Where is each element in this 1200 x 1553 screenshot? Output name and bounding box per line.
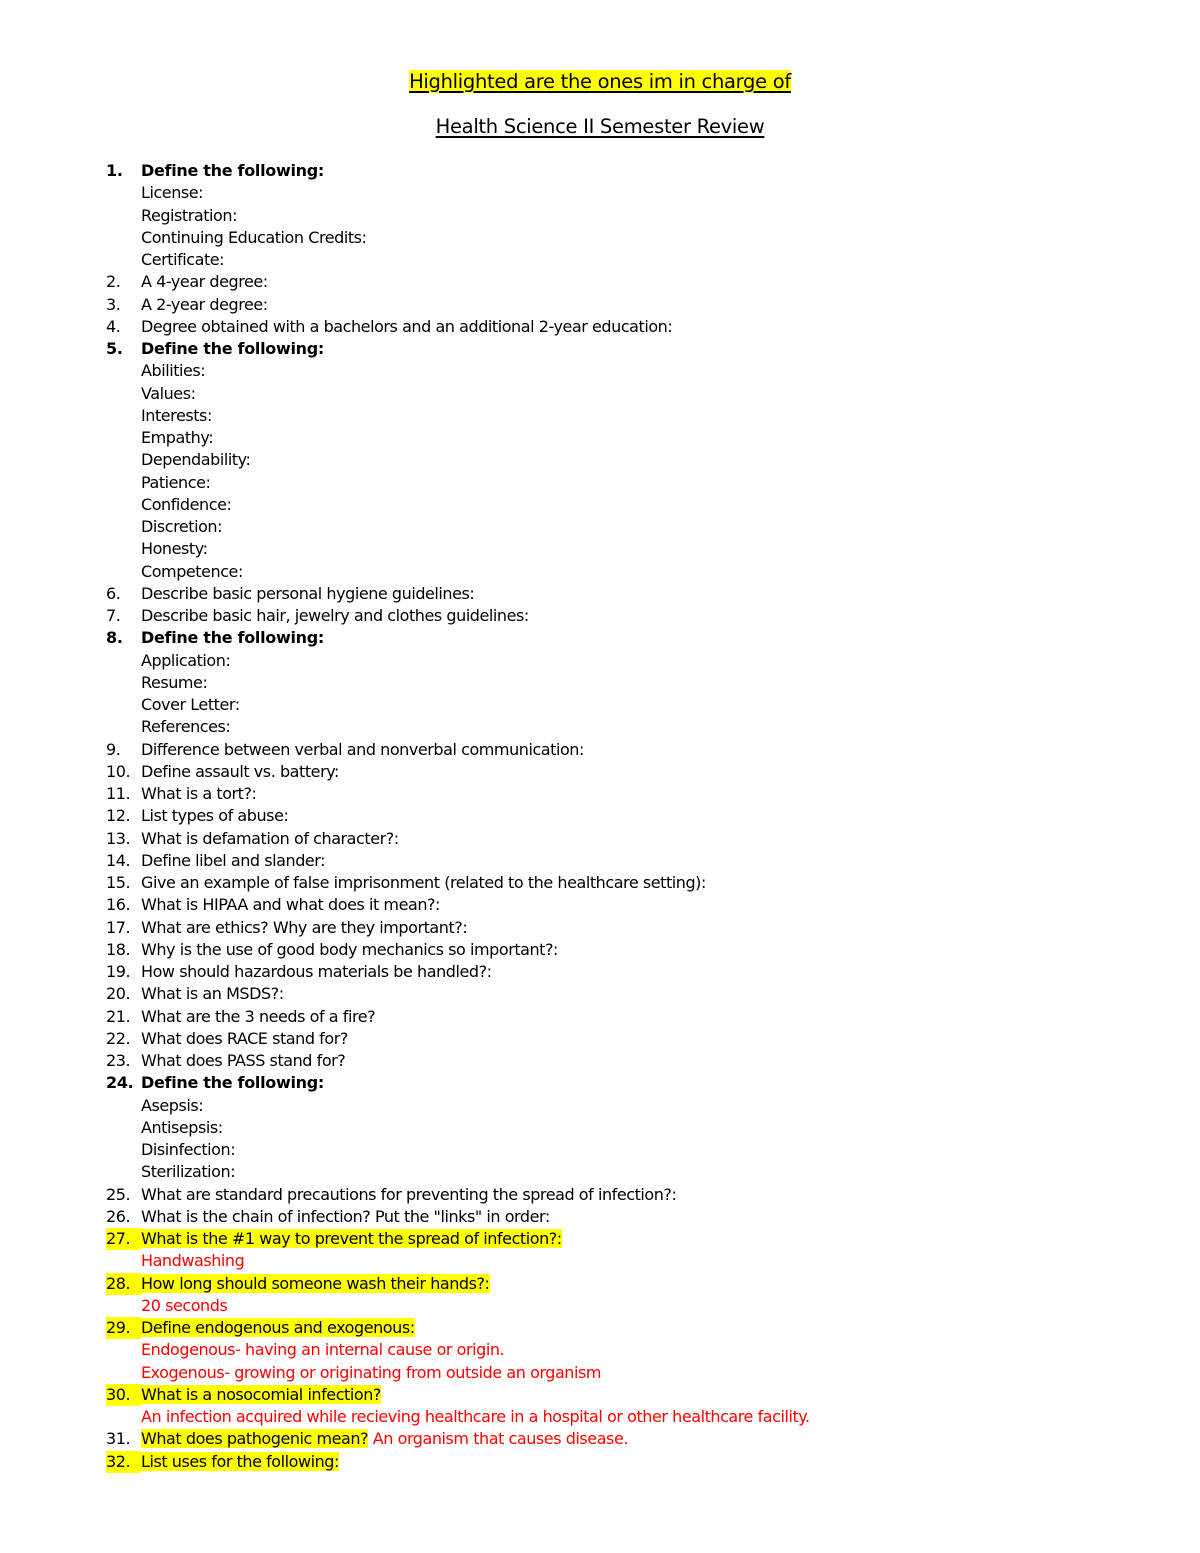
question-label: What is a tort?: <box>141 784 257 803</box>
sub-item <box>0 1117 1200 1139</box>
question-text <box>141 1050 345 1072</box>
sub-item-label: Interests: <box>141 405 212 425</box>
question-item <box>0 894 1200 916</box>
question-number: 13. <box>106 828 131 848</box>
answer-text: 20 seconds <box>141 1295 228 1315</box>
question-item <box>0 271 1200 293</box>
question-item <box>0 605 1200 627</box>
question-text <box>141 294 268 316</box>
question-number: 25. <box>106 1184 131 1204</box>
question-label: List uses for the following: <box>141 1451 339 1471</box>
question-text <box>141 783 256 805</box>
sub-item <box>0 538 1200 560</box>
sub-item <box>0 1095 1200 1117</box>
question-number: 27. <box>106 1228 141 1250</box>
question-number: 5. <box>106 339 123 358</box>
question-text <box>141 917 467 939</box>
sub-item-label: License: <box>141 183 204 203</box>
question-number: 29. <box>106 1317 141 1339</box>
sub-item <box>0 182 1200 204</box>
question-label: Define assault vs. battery: <box>141 761 339 781</box>
question-label: Define the following: <box>141 339 324 358</box>
answer-line <box>0 1250 1200 1272</box>
sub-item <box>0 1139 1200 1161</box>
sub-item-label: Registration: <box>141 205 238 225</box>
question-item <box>0 983 1200 1005</box>
sub-item <box>0 561 1200 583</box>
question-text <box>141 605 529 627</box>
question-label: Difference between verbal and nonverbal communication: <box>141 739 584 759</box>
question-item <box>0 939 1200 961</box>
sub-item-label: Abilities: <box>141 361 206 381</box>
question-label: List types of abuse: <box>141 806 289 826</box>
question-label: What does pathogenic mean? <box>141 1429 369 1449</box>
sub-item-label: Discretion: <box>141 517 223 536</box>
sub-item-label: Values: <box>141 383 196 403</box>
page-title-text: Health Science II Semester Review <box>435 115 765 138</box>
sub-item <box>0 694 1200 716</box>
question-number: 18. <box>106 939 131 959</box>
answer-text: An infection acquired while recieving healthcare in a hospital or other healthcare facility. <box>141 1407 810 1426</box>
sub-item-label: Continuing Education Credits: <box>141 227 367 247</box>
question-label: Define endogenous and exogenous: <box>141 1318 415 1337</box>
review-question-list <box>0 160 1200 1473</box>
question-number: 28. <box>106 1273 141 1295</box>
question-text <box>141 850 325 872</box>
question-label: A 2-year degree: <box>141 294 268 314</box>
question-number: 31. <box>106 1429 131 1449</box>
answer-line <box>0 1406 1200 1428</box>
question-text <box>141 1384 381 1406</box>
question-text <box>141 1273 490 1295</box>
question-label: Define the following: <box>141 1073 324 1093</box>
question-text <box>141 1428 628 1450</box>
question-text <box>141 338 324 360</box>
question-number: 6. <box>106 583 121 603</box>
question-label: What is a nosocomial infection? <box>141 1384 381 1404</box>
question-label: Describe basic hair, jewelry and clothes guidelines: <box>141 606 529 625</box>
question-number: 15. <box>106 873 131 892</box>
sub-item <box>0 650 1200 672</box>
question-number: 24. <box>106 1073 134 1093</box>
question-item <box>0 828 1200 850</box>
question-label: What is defamation of character?: <box>141 828 399 848</box>
sub-item-label: Competence: <box>141 561 243 581</box>
question-item <box>0 805 1200 827</box>
sub-item-label: Cover Letter: <box>141 695 240 714</box>
question-label: What is an MSDS?: <box>141 984 284 1004</box>
question-text <box>141 872 706 894</box>
sub-item-label: References: <box>141 717 231 737</box>
question-number: 10. <box>106 761 131 781</box>
sub-item <box>0 227 1200 249</box>
sub-item-label: Dependability: <box>141 450 251 470</box>
question-label: Give an example of false imprisonment (related to the healthcare setting): <box>141 873 706 892</box>
question-text <box>141 1184 676 1206</box>
question-item <box>0 1050 1200 1072</box>
question-item <box>0 338 1200 360</box>
question-text <box>141 1006 375 1028</box>
question-number: 26. <box>106 1206 131 1226</box>
question-item <box>0 739 1200 761</box>
question-label: What is the #1 way to prevent the spread of infection?: <box>141 1229 562 1248</box>
sub-item <box>0 405 1200 427</box>
question-item <box>0 1273 1200 1295</box>
sub-item-label: Application: <box>141 650 231 670</box>
question-item <box>0 1184 1200 1206</box>
sub-item <box>0 449 1200 471</box>
question-item <box>0 917 1200 939</box>
question-number: 22. <box>106 1028 131 1048</box>
question-text <box>141 983 284 1005</box>
question-item <box>0 1384 1200 1406</box>
answer-line <box>0 1362 1200 1384</box>
question-item <box>0 1428 1200 1450</box>
answer-text: An organism that causes disease. <box>372 1429 628 1449</box>
question-text <box>141 271 268 293</box>
question-number: 23. <box>106 1051 131 1070</box>
question-label: Define libel and slander: <box>141 850 326 870</box>
question-number: 21. <box>106 1006 131 1026</box>
answer-text: Handwashing <box>141 1251 245 1271</box>
question-label: Degree obtained with a bachelors and an additional 2-year education: <box>141 316 673 336</box>
question-number: 9. <box>106 739 121 759</box>
question-number: 2. <box>106 272 121 292</box>
question-item <box>0 1228 1200 1250</box>
question-text <box>141 1028 348 1050</box>
sub-item <box>0 427 1200 449</box>
question-label: What are ethics? Why are they important?: <box>141 917 468 937</box>
question-label: How should hazardous materials be handled?: <box>141 962 492 981</box>
sub-item-label: Confidence: <box>141 494 232 514</box>
sub-item <box>0 205 1200 227</box>
page-title <box>0 113 1200 141</box>
question-item <box>0 627 1200 649</box>
question-text <box>141 583 474 605</box>
question-number: 8. <box>106 628 123 648</box>
highlight-note <box>0 68 1200 96</box>
sub-item <box>0 383 1200 405</box>
question-text <box>141 1206 550 1228</box>
question-text <box>141 828 399 850</box>
question-label: How long should someone wash their hands?: <box>141 1273 490 1293</box>
question-text <box>141 1072 324 1094</box>
sub-item-label: Patience: <box>141 472 211 492</box>
sub-item <box>0 516 1200 538</box>
question-number: 32. <box>106 1451 141 1473</box>
question-text <box>141 1317 415 1339</box>
question-item <box>0 783 1200 805</box>
question-text <box>141 627 324 649</box>
sub-item-label: Asepsis: <box>141 1095 204 1115</box>
question-label: Why is the use of good body mechanics so important?: <box>141 939 558 959</box>
question-text <box>141 961 492 983</box>
question-text <box>141 316 672 338</box>
question-item <box>0 1028 1200 1050</box>
question-item <box>0 160 1200 182</box>
sub-item <box>0 472 1200 494</box>
sub-item-label: Empathy: <box>141 428 214 447</box>
question-item <box>0 850 1200 872</box>
question-number: 1. <box>106 161 123 180</box>
sub-item <box>0 716 1200 738</box>
question-number: 17. <box>106 917 131 937</box>
sub-item <box>0 494 1200 516</box>
question-item <box>0 1317 1200 1339</box>
question-label: What does PASS stand for? <box>141 1051 346 1070</box>
question-label: Define the following: <box>141 628 324 648</box>
question-label: What is HIPAA and what does it mean?: <box>141 895 440 915</box>
highlight-note-text: Highlighted are the ones im in charge of <box>409 70 791 93</box>
question-number: 16. <box>106 895 131 915</box>
question-item <box>0 872 1200 894</box>
question-item <box>0 316 1200 338</box>
question-number: 14. <box>106 850 131 870</box>
question-text <box>141 1451 339 1473</box>
question-text <box>141 1228 562 1250</box>
question-text <box>141 761 339 783</box>
question-text <box>141 739 584 761</box>
sub-item <box>0 249 1200 271</box>
question-text <box>141 939 558 961</box>
sub-item <box>0 672 1200 694</box>
question-item <box>0 583 1200 605</box>
question-label: Define the following: <box>141 161 324 180</box>
sub-item-label: Sterilization: <box>141 1162 236 1182</box>
sub-item-label: Antisepsis: <box>141 1117 223 1137</box>
question-item <box>0 1206 1200 1228</box>
question-text <box>141 805 288 827</box>
sub-item-label: Disinfection: <box>141 1140 236 1159</box>
sub-item-label: Certificate: <box>141 250 225 269</box>
question-number: 7. <box>106 606 121 625</box>
question-number: 20. <box>106 984 131 1004</box>
question-number: 11. <box>106 784 131 803</box>
question-label: What are standard precautions for preventing the spread of infection?: <box>141 1184 677 1204</box>
question-number: 30. <box>106 1384 141 1406</box>
answer-line <box>0 1295 1200 1317</box>
sub-item <box>0 1161 1200 1183</box>
question-label: What is the chain of infection? Put the "links" in order: <box>141 1206 550 1226</box>
answer-text: Exogenous- growing or originating from outside an organism <box>141 1362 602 1382</box>
question-item <box>0 1451 1200 1473</box>
question-text <box>141 160 324 182</box>
question-item <box>0 1072 1200 1094</box>
question-item <box>0 961 1200 983</box>
question-number: 19. <box>106 962 131 981</box>
question-label: Describe basic personal hygiene guidelines: <box>141 583 475 603</box>
question-item <box>0 761 1200 783</box>
question-label: A 4-year degree: <box>141 272 268 292</box>
sub-item-label: Honesty: <box>141 539 208 559</box>
question-text <box>141 894 440 916</box>
sub-item-label: Resume: <box>141 672 208 692</box>
sub-item <box>0 360 1200 382</box>
question-number: 4. <box>106 316 121 336</box>
answer-line <box>0 1339 1200 1361</box>
question-number: 12. <box>106 806 131 826</box>
question-label: What does RACE stand for? <box>141 1028 348 1048</box>
question-item <box>0 1006 1200 1028</box>
question-label: What are the 3 needs of a fire? <box>141 1006 376 1026</box>
question-number: 3. <box>106 294 121 314</box>
question-item <box>0 294 1200 316</box>
answer-text: Endogenous- having an internal cause or origin. <box>141 1340 505 1360</box>
